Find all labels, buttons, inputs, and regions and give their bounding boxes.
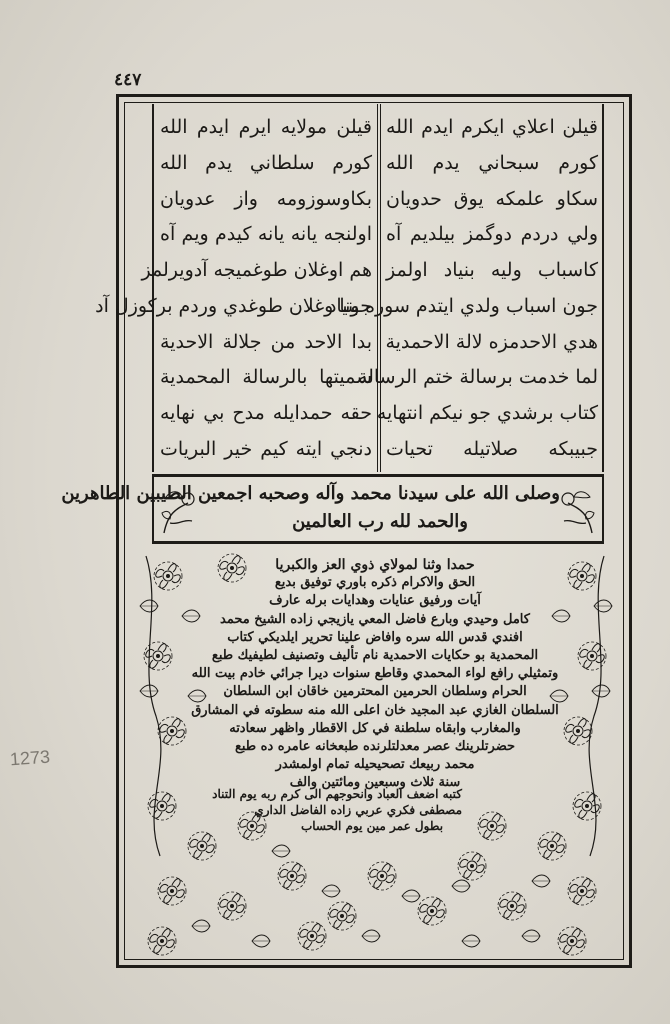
poem-block — [95, 104, 604, 472]
margin-pencil-note: 1273 — [9, 746, 51, 770]
signature-line: مصطفى فكري عربي زاده الفاضل الداري — [254, 803, 462, 817]
verse: ولي دردم دوگمز بيلديم آه — [386, 223, 598, 246]
verse: هدي الاحدمزه لالة الاحمدية — [385, 330, 598, 353]
signature-line: بطول عمر مين يوم الحساب — [300, 819, 444, 833]
verse: هم اوغلان طوغميجه آدويرلمز — [141, 259, 372, 282]
poem-column-right — [327, 112, 598, 464]
verse: لما خدمت برسالة ختم الرسالة — [357, 366, 598, 389]
doxology-line: وصلى الله على سيدنا محمد وآله وصحبه اجمعين الطيبين الطاهرين — [61, 483, 560, 504]
colophon-line: آيات ورفيق عنايات وهدايات برله عارف — [269, 593, 481, 609]
verse: قيلن اعلاي ايكرم ايدم الله — [386, 116, 598, 138]
colophon-line: كامل وحيدي وبارع فاضل المعي يازيجي زاده الشيخ محمد — [220, 611, 530, 627]
folio-number: ٤٤٧ — [114, 70, 142, 90]
floral-ornament-icon — [558, 483, 598, 539]
colophon-line: سنة ثلاث وسبعين ومائتين والف — [289, 775, 461, 791]
colophon-line: حمدا وثنا لمولاي ذوي العز والكبريا — [275, 557, 475, 573]
verse: قيلن مولايه ايرم ايدم الله — [160, 116, 372, 138]
colophon-panel — [132, 546, 618, 954]
colophon-line: الحق والاكرام ذكره باوري توفيق بديع — [274, 575, 476, 591]
colophon-line: وتمثيلي رافع لواء المحمدي وقاطع سنوات ديرا جرائي خادم بيت الله — [191, 666, 559, 682]
verse: جونا وغلان طوغدي وردم بركوزل آد — [95, 294, 372, 317]
verse: كتاب برشدي جو نيكم انتهايه — [376, 402, 598, 425]
colophon-line: حضرتلرينك عصر معدلتلرنده طبعخانه عامره ده طبع — [234, 738, 516, 754]
colophon-line: المحمدية بو حكايات الاحمدية نام تأليف وتصنيف لطيفيك طبع — [211, 647, 539, 663]
doxology-panel — [61, 474, 604, 544]
verse: اولنجه يانه يانه كيدم ويم آه — [160, 223, 372, 246]
colophon-line: السلطان الغازي عبد المجيد خان اعلى الله منه سطوته في المشارق — [191, 702, 559, 718]
verse: جون اسباب ولدي ايتدم سوره بنياد — [327, 294, 598, 317]
colophon-line: الحرام وسلطان الحرمين المحترمين خاقان ابن السلطان — [223, 684, 527, 700]
signature-line: كتبه اضعف العباد وانحوجهم الى كرم ربه يوم التناد — [212, 787, 462, 801]
colophon-text — [190, 556, 560, 792]
colophon-line: افندي قدس الله سره وافاض علينا تحرير ايلديكي كتاب — [227, 629, 523, 645]
scribe-signature — [212, 786, 462, 834]
verse: كورم سبحاني يدم الله — [386, 151, 598, 174]
verse: سكاو علمكه يوق حدويان — [386, 187, 598, 210]
colophon-line: والمغارب وابقاه سلطنة في كل الاقطار واظهر سعادته — [229, 720, 521, 736]
verse: بكاوسوزومه واز عدويان — [160, 187, 372, 210]
verse: كورم سلطاني يدم الله — [160, 151, 372, 174]
verse: جبيبكه صلاتيله تحيات — [386, 437, 598, 460]
verse: كاسباب وليه بنياد اولمز — [386, 259, 598, 282]
verse: دنجي ايته كيم خير البريات — [160, 437, 372, 460]
verse: بدا الاحد من جلالة الاحدية — [160, 330, 372, 353]
verse: حقه حمدايله مدح بي نهايه — [160, 402, 372, 425]
verse: سميتها بالرسالة المحمدية — [160, 366, 372, 389]
poem-column-left — [95, 112, 372, 464]
colophon-line: محمد ربيعك تصحيحيله تمام اولمشدر — [275, 757, 475, 773]
doxology-line: والحمد لله رب العالمين — [292, 511, 468, 532]
